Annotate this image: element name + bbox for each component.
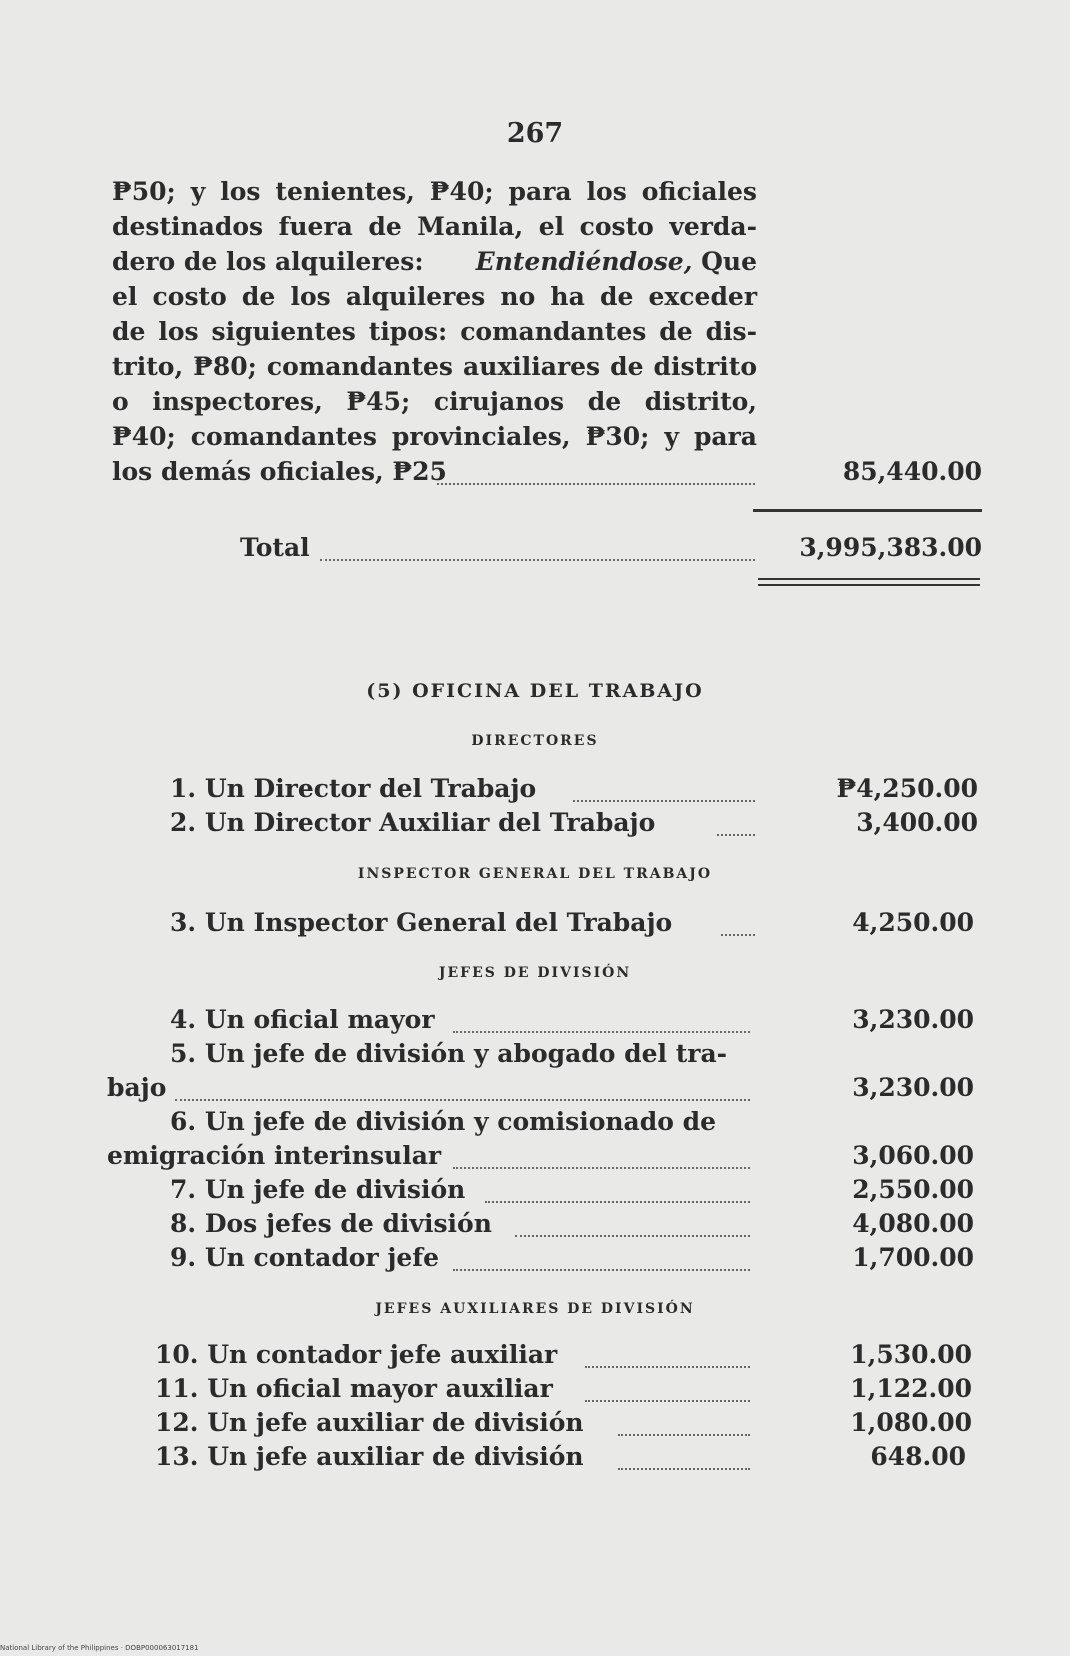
page-number: 267 [506,118,564,149]
intro-emphasis-after: Que [692,247,757,276]
item-1 [170,772,536,806]
item-5-amount: 3,230.00 [852,1073,974,1102]
item-13-text: Un jefe auxiliar de división [207,1442,584,1471]
item-5-dots [175,1099,750,1101]
item-2-amount: 3,400.00 [856,808,978,837]
item-9-number: 9. [170,1243,197,1272]
item-6 [170,1105,716,1139]
item-9 [170,1241,439,1275]
item-10-dots [585,1366,750,1368]
item-6-dots [453,1167,750,1169]
item-1-dots [573,800,755,802]
item-4-dots [453,1031,750,1033]
total-double-rule-bottom [758,584,980,586]
intro-amount: 85,440.00 [842,457,982,486]
item-9-dots [453,1269,750,1271]
intro-line-2: destinados fuera de Manila, el costo verda- [112,212,757,241]
intro-leader-dots [437,483,755,485]
item-11-dots [585,1400,750,1402]
item-13 [155,1440,584,1474]
item-12 [155,1406,584,1440]
item-11-number: 11. [155,1374,199,1403]
item-1-number: 1. [170,774,197,803]
item-8-text: Dos jefes de división [204,1209,492,1238]
item-1-text: Un Director del Trabajo [204,774,537,803]
item-6-line-2: emigración interinsular [107,1141,442,1170]
item-7-dots [485,1201,750,1203]
subtotal-rule [753,509,982,512]
item-10-number: 10. [155,1340,199,1369]
item-13-dots [618,1468,750,1470]
item-10-amount: 1,530.00 [850,1340,972,1369]
section-title: (5) OFICINA DEL TRABAJO [366,680,704,702]
item-12-number: 12. [155,1408,199,1437]
item-7-text: Un jefe de división [204,1175,466,1204]
item-1-amount: ₱4,250.00 [836,774,978,803]
item-11 [155,1372,553,1406]
item-11-text: Un oficial mayor auxiliar [207,1374,553,1403]
total-amount: 3,995,383.00 [799,533,982,562]
intro-line-4: el costo de los alquileres no ha de exceder [112,282,757,311]
item-2-dots [717,834,755,836]
item-8 [170,1207,492,1241]
item-2-number: 2. [170,808,197,837]
intro-line-6: trito, ₱80; comandantes auxiliares de distrito [112,352,757,381]
group-heading-inspector: INSPECTOR GENERAL DEL TRABAJO [357,866,713,882]
item-12-text: Un jefe auxiliar de división [207,1408,584,1437]
group-heading-jefes: JEFES DE DIVISIÓN [438,965,632,981]
item-3 [170,906,672,940]
scan-footer-note: National Library of the Philippines · DOBP000063017181 [0,1644,199,1652]
item-4 [170,1003,435,1037]
item-8-number: 8. [170,1209,197,1238]
item-8-amount: 4,080.00 [852,1209,974,1238]
item-3-text: Un Inspector General del Trabajo [204,908,673,937]
intro-line-5: de los siguientes tipos: comandantes de dis- [112,317,757,346]
item-13-amount: 648.00 [870,1442,966,1471]
item-5-number: 5. [170,1039,197,1068]
item-9-text: Un contador jefe [204,1243,439,1272]
item-5-text: Un jefe de división y abogado del tra- [204,1039,728,1068]
total-leader-dots [320,559,755,561]
item-4-number: 4. [170,1005,197,1034]
intro-line-3-text: dero de los alquileres: [112,247,424,276]
item-7-amount: 2,550.00 [852,1175,974,1204]
intro-line-1: ₱50; y los tenientes, ₱40; para los oficiales [112,177,757,206]
item-5 [170,1037,727,1071]
item-13-number: 13. [155,1442,199,1471]
item-3-dots [721,934,755,936]
intro-emphasis: Entendiéndose, [475,247,693,276]
item-3-number: 3. [170,908,197,937]
intro-line-9: los demás oficiales, ₱25 [112,457,447,486]
intro-line-8: ₱40; comandantes provinciales, ₱30; y para [112,422,757,451]
total-double-rule-top [758,578,980,580]
item-4-amount: 3,230.00 [852,1005,974,1034]
item-7 [170,1173,465,1207]
item-6-text: Un jefe de división y comisionado de [204,1107,716,1136]
intro-line-7: o inspectores, ₱45; cirujanos de distrito, [112,387,757,416]
group-heading-auxiliares: JEFES AUXILIARES DE DIVISIÓN [375,1301,695,1317]
item-5-line-2: bajo [107,1073,167,1102]
item-12-dots [618,1434,750,1436]
intro-line-3 [112,245,757,279]
item-6-amount: 3,060.00 [852,1141,974,1170]
item-2-text: Un Director Auxiliar del Trabajo [204,808,656,837]
item-10 [155,1338,557,1372]
item-12-amount: 1,080.00 [850,1408,972,1437]
item-7-number: 7. [170,1175,197,1204]
item-4-text: Un oficial mayor [204,1005,435,1034]
item-8-dots [515,1235,750,1237]
group-heading-directores: DIRECTORES [471,733,599,749]
item-2 [170,806,655,840]
total-label: Total [240,533,310,562]
item-3-amount: 4,250.00 [852,908,974,937]
item-9-amount: 1,700.00 [852,1243,974,1272]
item-11-amount: 1,122.00 [850,1374,972,1403]
item-6-number: 6. [170,1107,197,1136]
item-10-text: Un contador jefe auxiliar [207,1340,558,1369]
